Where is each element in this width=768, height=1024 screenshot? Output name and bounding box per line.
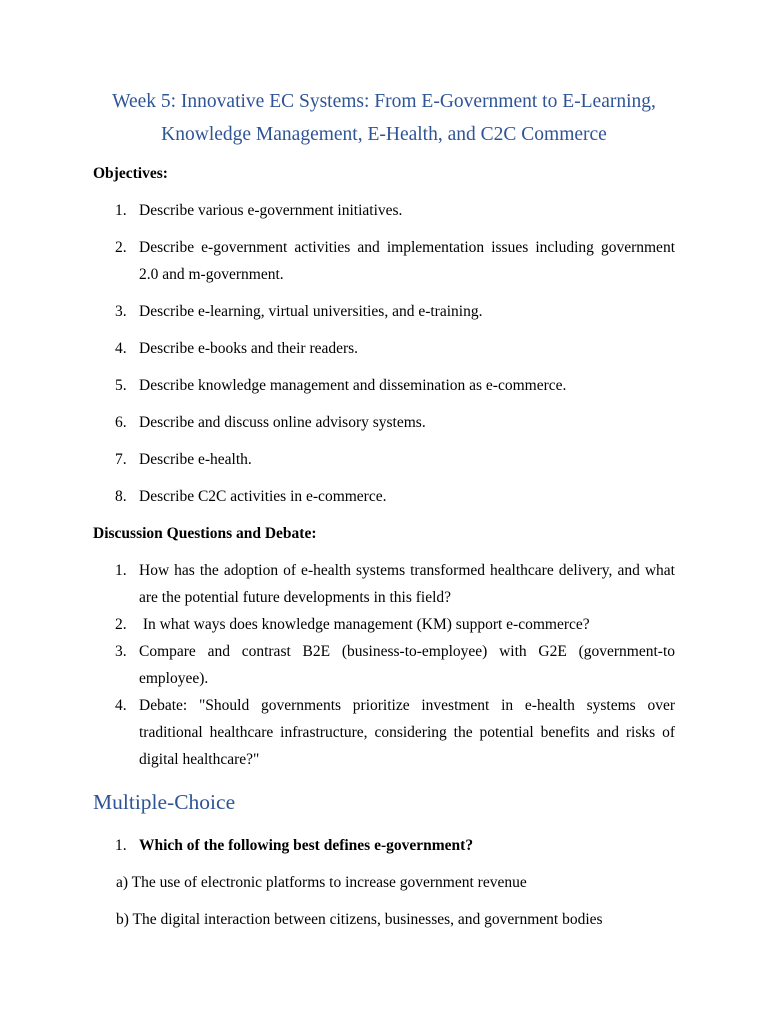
list-item: 1. Describe various e-government initiatives. <box>115 202 403 219</box>
list-item: 7. Describe e-health. <box>115 451 252 468</box>
discussion-list <box>93 557 675 773</box>
title-line-1: Week 5: Innovative EC Systems: From E-Government to E-Learning, <box>112 91 656 112</box>
objectives-list <box>93 197 675 520</box>
list-item: 4. Describe e-books and their readers. <box>115 340 359 357</box>
mc-option-b: b) The digital interaction between citizens, businesses, and government bodies <box>116 911 603 928</box>
discussion-heading: Discussion Questions and Debate: <box>93 525 317 542</box>
list-item: 2. In what ways does knowledge management (KM) support e-commerce? <box>115 616 590 633</box>
list-item: 8. Describe C2C activities in e-commerce. <box>115 488 387 505</box>
objectives-heading: Objectives: <box>93 165 168 182</box>
list-item: 5. Describe knowledge management and dissemination as e-commerce. <box>115 377 567 394</box>
title-line-2: Knowledge Management, E-Health, and C2C Commerce <box>161 124 607 145</box>
mc-question: 1. Which of the following best defines e-government? <box>115 837 474 854</box>
list-item: 3. Compare and contrast B2E (business-to-employee) with G2E (government-to employee). <box>115 643 675 687</box>
list-item: 3. Describe e-learning, virtual universities, and e-training. <box>115 303 483 320</box>
multiple-choice-heading: Multiple-Choice <box>93 790 236 814</box>
list-item: 2. Describe e-government activities and implementation issues including government 2.0 and m-government. <box>115 239 675 283</box>
mc-option-a: a) The use of electronic platforms to increase government revenue <box>116 874 527 891</box>
list-item: 6. Describe and discuss online advisory systems. <box>115 414 426 431</box>
list-item: 1. How has the adoption of e-health systems transformed healthcare delivery, and what are the potential future developments in this field? <box>115 562 675 606</box>
list-item: 4. Debate: "Should governments prioritize investment in e-health systems over traditional healthcare infrastructure, considering the potential benefits and risks of digital healthcare?" <box>115 697 675 768</box>
document-title <box>93 85 675 151</box>
